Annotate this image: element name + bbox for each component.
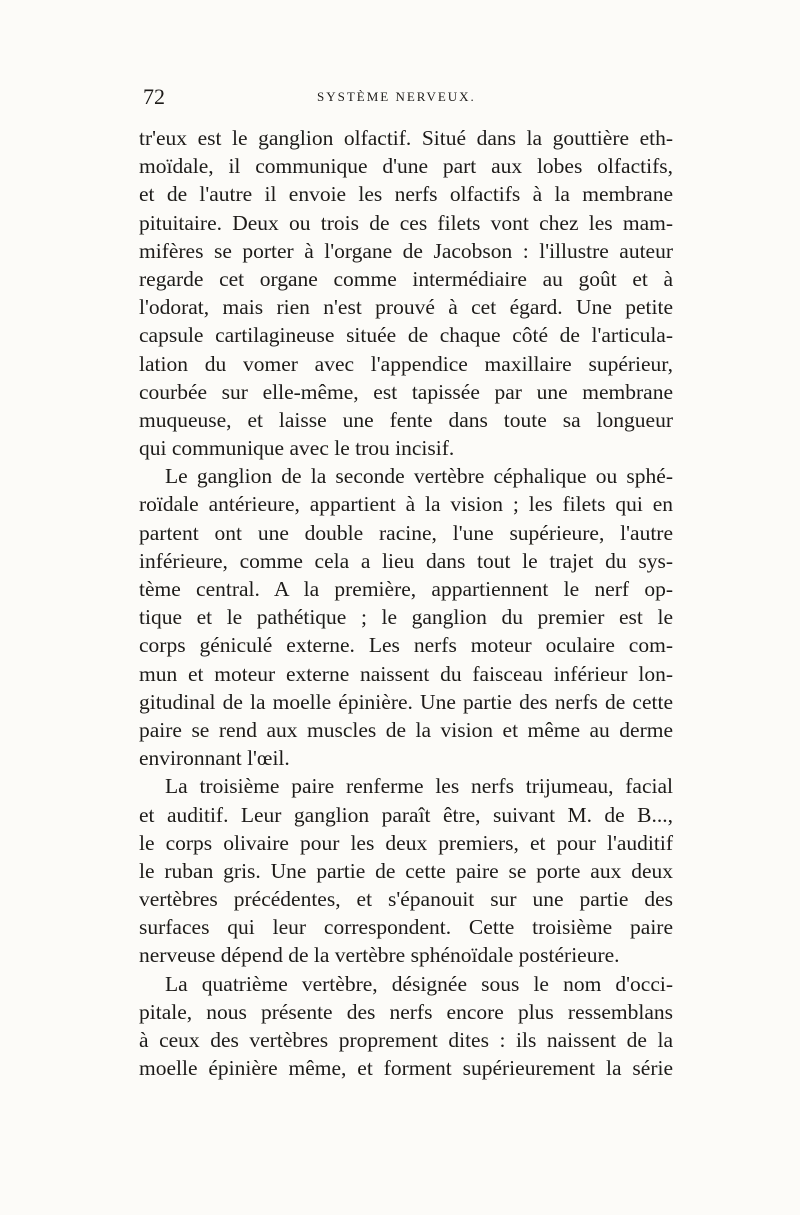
text-line: moïdale, il communique d'une part aux lobes olfactifs, [139,154,673,179]
text-line: surfaces qui leur correspondent. Cette troisième paire [139,915,673,940]
text-line: regarde cet organe comme intermédiaire au goût et à [139,266,673,291]
text-line: mun et moteur externe naissent du faisceau inférieur lon- [139,661,673,686]
text-line: La troisième paire renferme les nerfs trijumeau, facial [165,774,673,799]
text-line: inférieure, comme cela a lieu dans tout le trajet du sys- [139,548,673,573]
page-header [143,84,673,114]
text-line: l'odorat, mais rien n'est prouvé à cet égard. Une petite [139,295,673,320]
text-line: gitudinal de la moelle épinière. Une partie des nerfs de cette [139,689,673,714]
running-head: SYSTÈME NERVEUX. [317,89,476,104]
text-line: qui communique avec le trou incisif. [139,436,455,461]
paragraph-1 [139,124,673,462]
text-line: moelle épinière même, et forment supérieurement la série [139,1056,673,1081]
text-line: environnant l'œil. [139,746,290,771]
text-line: La quatrième vertèbre, désignée sous le nom d'occi- [165,971,673,996]
text-line: mifères se porter à l'organe de Jacobson : l'illustre auteur [139,238,673,263]
text-line: le ruban gris. Une partie de cette paire se porte aux deux [139,858,673,883]
text-line: tème central. A la première, appartiennent le nerf op- [139,577,673,601]
text-line: muqueuse, et laisse une fente dans toute sa longueur [139,407,673,432]
text-line: pitale, nous présente des nerfs encore plus ressemblans [139,999,673,1024]
text-line: Le ganglion de la seconde vertèbre céphalique ou sphé- [165,464,673,489]
text-line: pituitaire. Deux ou trois de ces filets vont chez les mam- [139,210,673,235]
paragraph-4 [139,970,673,1083]
text-line: à ceux des vertèbres proprement dites : ils naissent de la [139,1028,673,1052]
text-line: paire se rend aux muscles de la vision et même au derme [139,717,673,742]
text-line: courbée sur elle-même, est tapissée par une membrane [139,379,673,404]
text-line: capsule cartilagineuse située de chaque côté de l'articula- [139,323,673,348]
text-line: et auditif. Leur ganglion paraît être, suivant M. de B..., [139,802,673,827]
text-line: tr'eux est le ganglion olfactif. Situé dans la gouttière eth- [139,126,673,150]
text-line: corps géniculé externe. Les nerfs moteur oculaire com- [139,633,673,658]
text-line: tique et le pathétique ; le ganglion du premier est le [139,605,673,630]
body-text [139,124,673,1082]
text-line: nerveuse dépend de la vertèbre sphénoïdale postérieure. [139,943,620,968]
text-line: le corps olivaire pour les deux premiers, et pour l'auditif [139,830,673,855]
paragraph-3 [139,772,673,969]
text-line: roïdale antérieure, appartient à la vision ; les filets qui en [139,492,673,517]
text-line: vertèbres précédentes, et s'épanouit sur une partie des [139,887,673,912]
page-number: 72 [143,84,165,109]
text-line: partent ont une double racine, l'une supérieure, l'autre [139,520,673,545]
text-line: et de l'autre il envoie les nerfs olfactifs à la membrane [139,182,673,207]
text-line: lation du vomer avec l'appendice maxillaire supérieur, [139,351,673,376]
paragraph-2 [139,462,673,772]
